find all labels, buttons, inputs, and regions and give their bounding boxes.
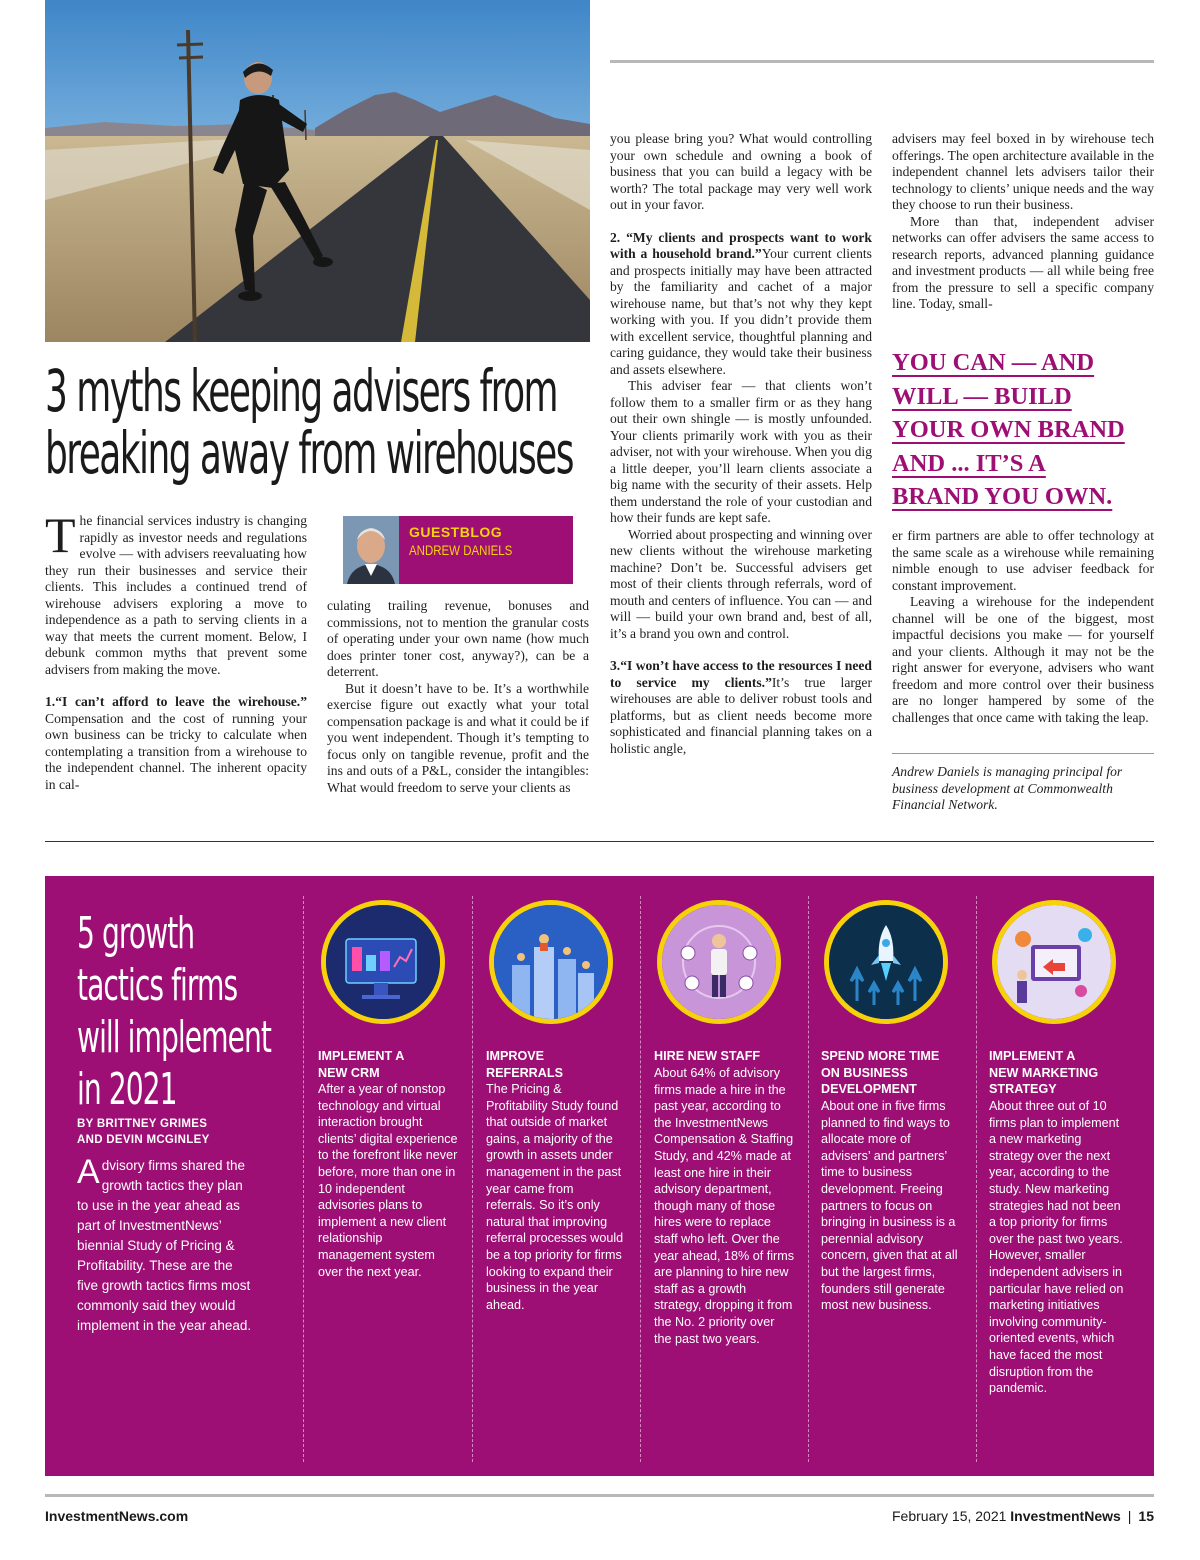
column-divider (976, 896, 977, 1462)
drop-cap: A (77, 1153, 100, 1191)
pull-quote-line: YOU CAN — AND (892, 349, 1095, 376)
panel-title-line: will implement (77, 1012, 271, 1063)
page-number: 15 (1138, 1508, 1154, 1524)
paragraph: culating trailing revenue, bonuses and commissions, not to mention the granular costs of operating under your own name (how much does printer toner cost, anyway?), can be a deterrent. (327, 598, 589, 679)
tactic-body: After a year of nonstop technology and virtual interaction brought clients’ digital experience to the forefront like never before, more than one in 10 independent advisories plans to implement a new client relationship management system over the next year. (318, 1082, 458, 1279)
panel-title-line: 5 growth (77, 908, 195, 959)
author-bio: Andrew Daniels is managing principal for business development at Commonwealth Financial Network. (892, 764, 1123, 812)
rocket-growth-icon (824, 900, 948, 1024)
guest-blog-author: ANDREW DANIELS (409, 542, 513, 558)
myth-3-title: 3.“I won’t have access to the resources I need to service my clients.” (610, 658, 872, 690)
pull-quote-line: WILL — BUILD (892, 382, 1072, 410)
footer-date: February 15, 2021 (892, 1508, 1007, 1524)
myth-2-paragraph: 2. “My clients and prospects want to work with a household brand.”Your current clients and prospects initially may have been attracted by the familiarity and cachet of a major wirehouse name, but that’s not why they kept working with you. If you didn’t provide them with excellent service, thoughtful planning and caring guidance, they would take their business and assets elsewhere. (610, 229, 872, 377)
article-headline (45, 357, 605, 487)
growth-tactics-panel (45, 876, 1154, 1476)
myth-1-title: 1.“I can’t afford to leave the wirehouse.” (45, 694, 307, 709)
article-hero-photo (45, 0, 590, 342)
paragraph: you please bring you? What would controlling your own schedule and owning a book of business that you can build a legacy with be worth? The total package may very well work out in your favor. (610, 131, 872, 212)
guest-blog-label-box (399, 516, 573, 584)
tactic-title: HIRE NEW STAFF (654, 1049, 761, 1063)
footer-publication: InvestmentNews (1010, 1508, 1121, 1524)
paragraph: Worried about prospecting and winning over new clients without the wirehouse marketing machine? Don’t be. Successful advisers get most of their clients through referrals, word of mouth and centers of influence. You can — and will — build your own brand and, best of all, it’s a brand you own and control. (610, 526, 872, 641)
tactic-title: IMPLEMENT A NEW CRM (318, 1049, 405, 1080)
hiring-icon (657, 900, 781, 1024)
headline-line: breaking away from wirehouses (45, 419, 573, 487)
article-column-1 (45, 507, 307, 793)
pull-quote-line: YOUR OWN BRAND (892, 416, 1125, 443)
headline-line: 3 myths keeping advisers from (45, 357, 558, 425)
column-divider (472, 896, 473, 1462)
lead-paragraph: The financial services industry is changing rapidly as investor needs and regulations evolve — with advisers reevaluating how they run their businesses and service their clients. This includes a continued trend of wirehouse advisers exploring a move to independence as a path to serving clients in a way that meets the current moment. Below, I debunk common myths that prevent some advisers from making the move. (45, 507, 307, 677)
myth-2-title: 2. “My clients and prospects want to work with a household brand.” (610, 229, 872, 261)
tactic-body: About three out of 10 firms plan to implement a new marketing strategy over the next year, according to the study. New marketing strategies had not been a top priority for firms over the past two years. However, smaller independent advisers in particular have relied on marketing initiatives involving community-oriented events, which have faced the most disruption from the pandemic. (989, 1099, 1124, 1396)
panel-title-line: in 2021 (77, 1064, 177, 1115)
tactic-body: About 64% of advisory firms made a hire in the past year, according to the InvestmentNews Compensation & Staffing Study, and 42% made at least one hire in their advisory department, though many of those hires were to replace staff who left. Over the year ahead, 18% of firms are planning to hire new staff as a growth strategy, dropping it from the No. 2 priority over the past two years. (654, 1066, 795, 1346)
paragraph: But it doesn’t have to be. It’s a worthwhile exercise figure out exactly what your total compensation package is and what it could be if you went independent. Though it’s tempting to focus only on tangible revenue, profit and the ins and outs of a P&L, consider the intangibles: What would freedom to serve your clients as (327, 680, 589, 795)
guest-blog-badge (343, 516, 573, 584)
paragraph: advisers may feel boxed in by wirehouse tech offerings. The open architecture available in the independent channel lets advisers tailor their technology to clients’ unique needs and the way they choose to run their business. (892, 131, 1154, 212)
panel-byline: BY BRITTNEY GRIMES AND DEVIN MCGINLEY (77, 1118, 210, 1146)
footer-site: InvestmentNews.com (45, 1508, 189, 1524)
panel-title (77, 908, 271, 1116)
tactic-title: IMPLEMENT A NEW MARKETING STRATEGY (989, 1049, 1099, 1096)
guest-blog-label: GUESTBLOG (409, 524, 503, 540)
column-divider (303, 896, 304, 1462)
paragraph: This adviser fear — that clients won’t follow them to a smaller firm or as they hang out their own shingle — is mostly unfounded. Your clients primarily work with you as their adviser, not with your wirehouse. When you dig a little deeper, you’ll learn clients associate a big name with the security of their assets. Help them understand the role of your custodian and how their funds are kept safe. (610, 378, 872, 525)
author-photo (343, 516, 399, 584)
crm-dashboard-icon (321, 900, 445, 1024)
column-divider (808, 896, 809, 1462)
article-column-2 (327, 598, 589, 796)
myth-1-paragraph: 1.“I can’t afford to leave the wirehouse.” Compensation and the cost of running your own business can be tricky to calculate when contemplating a transition from a wirehouse to the independent channel. The inherent opacity in cal- (45, 694, 307, 792)
panel-title-line: tactics firms (77, 960, 238, 1011)
pull-quote-line: AND ... IT’S A (892, 449, 1046, 477)
paragraph: Leaving a wirehouse for the independent channel will be one of the biggest, most impactful decisions you make — for yourself and your clients. Although it may not be the right answer for everyone, advisers who want freedom and more control over their business are no longer hampered by some of the challenges that once came with taking the leap. (892, 594, 1154, 725)
pull-quote (892, 346, 1154, 514)
paragraph: er firm partners are able to offer technology at the same scale as a wirehouse while remaining nimble enough to use adviser feedback for constant improvement. (892, 528, 1154, 593)
drop-cap: T (45, 507, 76, 563)
tactic-body: The Pricing & Profitability Study found that outside of market gains, a majority of the growth in assets under management in the past year came from referrals. So it’s only natural that improving referral processes would be a top priority for firms looking to expand their business in the year ahead. (486, 1082, 624, 1312)
tactic-title: SPEND MORE TIME ON BUSINESS DEVELOPMENT (821, 1049, 940, 1096)
footer-rule (45, 1494, 1154, 1497)
referral-network-icon (489, 900, 613, 1024)
footer-folio (892, 1508, 1154, 1524)
top-rule (610, 60, 1154, 63)
paragraph: More than that, independent adviser networks can offer advisers the same access to research reports, advanced planning guidance and investment products — all while being free from the pressure to sell a specific company line. Today, small- (892, 213, 1154, 311)
marketing-megaphone-icon (992, 900, 1116, 1024)
footer-separator: | (1127, 1508, 1132, 1524)
column-divider (640, 896, 641, 1462)
section-divider (45, 841, 1154, 842)
panel-intro: Advisory firms shared the growth tactics they plan to use in the year ahead as part of InvestmentNews’ biennial Study of Pricing & Profitability. These are the five growth tactics firms most commonly said they would implement in the year ahead. (77, 1153, 252, 1333)
tactic-title: IMPROVE REFERRALS (486, 1049, 563, 1080)
myth-3-paragraph: 3.“I won’t have access to the resources I need to service my clients.”It’s true larger wirehouses are able to deliver robust tools and platforms, but as client needs become more sophisticated and financial planning takes on a holistic angle, (610, 658, 872, 756)
article-column-4-continued (892, 528, 1154, 726)
article-column-4 (892, 131, 1154, 313)
article-column-3 (610, 131, 872, 757)
bio-divider (892, 753, 1154, 754)
tactic-body: About one in five firms planned to find ways to allocate more of advisers’ and partners’ time to business development. Freeing partners to focus on bringing in business is a perennial advisory concern, given that at all but the largest firms, founders still generate most new business. (821, 1099, 958, 1313)
pull-quote-line: BRAND YOU OWN. (892, 483, 1113, 510)
